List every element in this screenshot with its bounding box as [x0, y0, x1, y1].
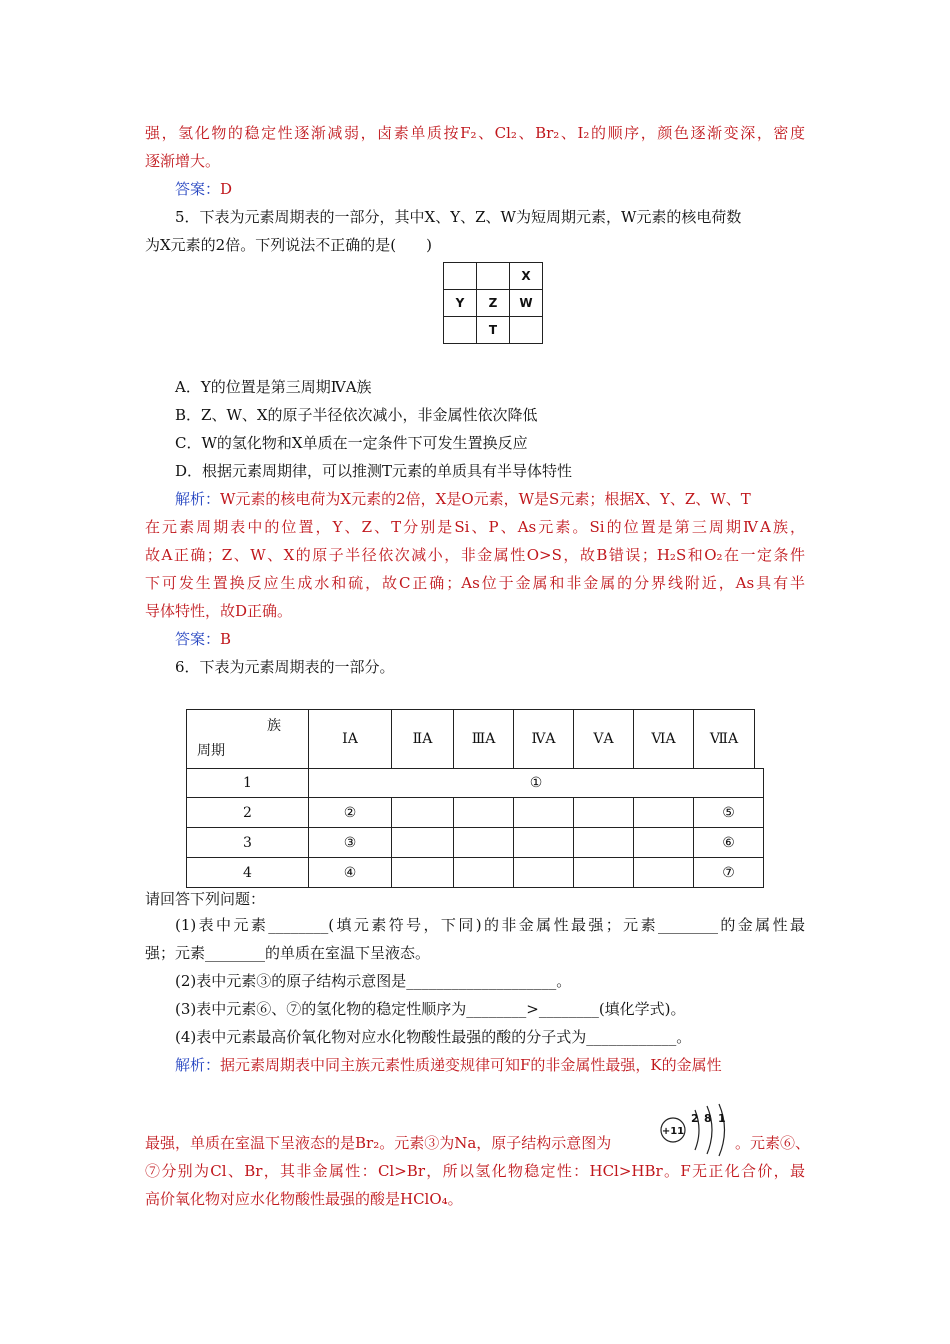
q6-sub-1b: 强；元素________的单质在室温下呈液态。	[145, 944, 431, 962]
q6-stem: 6．下表为元素周期表的一部分。	[175, 658, 395, 676]
empty-cell	[453, 857, 514, 888]
grid-cell	[444, 263, 477, 290]
q5-stem-1: 5．下表为元素周期表的一部分，其中X、Y、Z、W为短周期元素，W元素的核电荷数	[175, 208, 742, 226]
nucleus-charge: +11	[661, 1126, 685, 1137]
top-line-1: 强，氢化物的稳定性逐渐减弱，卤素单质按F₂、Cl₂、Br₂、I₂的顺序，颜色逐渐变深，密度	[145, 124, 805, 142]
period-label: 4	[186, 857, 309, 888]
grid-cell	[510, 317, 543, 344]
analysis-label: 解析：	[175, 1056, 221, 1074]
q5-analysis-line-5: 导体特性，故D正确。	[145, 602, 293, 620]
grid-cell: Y	[444, 290, 477, 317]
q5-answer	[175, 628, 231, 650]
corner-cell	[186, 709, 309, 769]
empty-cell	[453, 827, 514, 858]
q6-sub-2: (2)表中元素③的原子结构示意图是____________________。	[175, 972, 572, 990]
group-header: ⅣA	[513, 709, 574, 769]
period-label: 1	[186, 768, 309, 798]
q5-analysis-line-1	[175, 488, 751, 510]
element-mark: ⑤	[693, 797, 764, 828]
q6-sub-1a: (1)表中元素________(填元素符号，下同)的非金属性最强；元素________的金属性最	[175, 916, 805, 934]
grid-cell	[477, 263, 510, 290]
grid-cell	[444, 317, 477, 344]
empty-cell	[633, 857, 694, 888]
answer-label: 答案：	[175, 180, 221, 198]
group-header: ⅡA	[391, 709, 454, 769]
q5-option-c: C．W的氢化物和X单质在一定条件下可发生置换反应	[175, 434, 528, 452]
q6-sub-3: (3)表中元素⑥、⑦的氢化物的稳定性顺序为________>________(填化学式)。	[175, 1000, 686, 1018]
element-mark: ①	[308, 768, 764, 798]
q6-analysis-line-3: ⑦分别为Cl、Br，其非金属性：Cl>Br，所以氢化物稳定性：HCl>HBr。F无正化合价，最	[145, 1162, 805, 1180]
q6-analysis-line-2b: 。元素⑥、	[735, 1134, 811, 1152]
q6-analysis-line-1	[175, 1054, 722, 1076]
group-header: ⅥA	[633, 709, 694, 769]
analysis-label: 解析：	[175, 490, 221, 508]
empty-cell	[513, 857, 574, 888]
top-line-2: 逐渐增大。	[145, 152, 221, 170]
analysis-text: 据元素周期表中同主族元素性质递变规律可知F的非金属性最强，K的金属性	[220, 1056, 722, 1074]
element-mark: ④	[308, 857, 392, 888]
empty-cell	[391, 857, 454, 888]
shell-count: 1	[718, 1112, 726, 1125]
empty-cell	[513, 797, 574, 828]
empty-cell	[633, 827, 694, 858]
q5-analysis-line-4: 下可发生置换反应生成水和硫，故C正确；As位于金属和非金属的分界线附近，As具有半	[145, 574, 805, 592]
element-mark: ⑦	[693, 857, 764, 888]
corner-period-label: 周期	[197, 743, 225, 759]
analysis-text: W元素的核电荷为X元素的2倍，X是O元素，W是S元素；根据X、Y、Z、W、T	[220, 490, 751, 508]
period-label: 2	[186, 797, 309, 828]
answer-label: 答案：	[175, 630, 221, 648]
grid-cell: W	[510, 290, 543, 317]
element-mark: ⑥	[693, 827, 764, 858]
grid-cell: T	[477, 317, 510, 344]
element-mark: ②	[308, 797, 392, 828]
grid-cell: Z	[477, 290, 510, 317]
q6-prompt: 请回答下列问题：	[145, 890, 266, 908]
q5-analysis-line-2: 在元素周期表中的位置，Y、Z、T分别是Si、P、As元素。Si的位置是第三周期ⅣA族，	[145, 518, 805, 536]
empty-cell	[453, 797, 514, 828]
q6-analysis-line-4: 高价氧化物对应水化物酸性最强的酸是HClO₄。	[145, 1190, 463, 1208]
q6-sub-4: (4)表中元素最高价氧化物对应水化物酸性最强的酸的分子式为____________。	[175, 1028, 692, 1046]
q5-stem-2: 为X元素的2倍。下列说法不正确的是( )	[145, 236, 432, 254]
q5-analysis-line-3: 故A正确；Z、W、X的原子半径依次减小，非金属性O>S，故B错误；H₂S和O₂在一定条件	[145, 546, 805, 564]
top-answer	[175, 178, 232, 200]
q5-option-b: B．Z、W、X的原子半径依次减小，非金属性依次降低	[175, 406, 538, 424]
empty-cell	[573, 797, 634, 828]
sodium-atom-diagram	[655, 1100, 735, 1160]
answer-value: B	[220, 630, 232, 648]
element-mark: ③	[308, 827, 392, 858]
group-header: ⅤA	[573, 709, 634, 769]
group-header: ⅠA	[308, 709, 392, 769]
shell-count: 8	[704, 1112, 712, 1125]
empty-cell	[573, 827, 634, 858]
q5-option-d: D．根据元素周期律，可以推测T元素的单质具有半导体特性	[175, 462, 573, 480]
period-label: 3	[186, 827, 309, 858]
empty-cell	[391, 797, 454, 828]
empty-cell	[573, 857, 634, 888]
q5-element-grid	[443, 262, 543, 344]
corner-group-label: 族	[267, 718, 281, 734]
empty-cell	[633, 797, 694, 828]
q5-option-a: A．Y的位置是第三周期ⅣA族	[175, 378, 372, 396]
q6-analysis-line-2a: 最强，单质在室温下呈液态的是Br₂。元素③为Na，原子结构示意图为	[145, 1134, 612, 1152]
shell-count: 2	[691, 1112, 699, 1125]
group-header: ⅢA	[453, 709, 514, 769]
empty-cell	[391, 827, 454, 858]
grid-cell: X	[510, 263, 543, 290]
answer-value: D	[220, 180, 233, 198]
empty-cell	[513, 827, 574, 858]
group-header: ⅦA	[693, 709, 755, 769]
